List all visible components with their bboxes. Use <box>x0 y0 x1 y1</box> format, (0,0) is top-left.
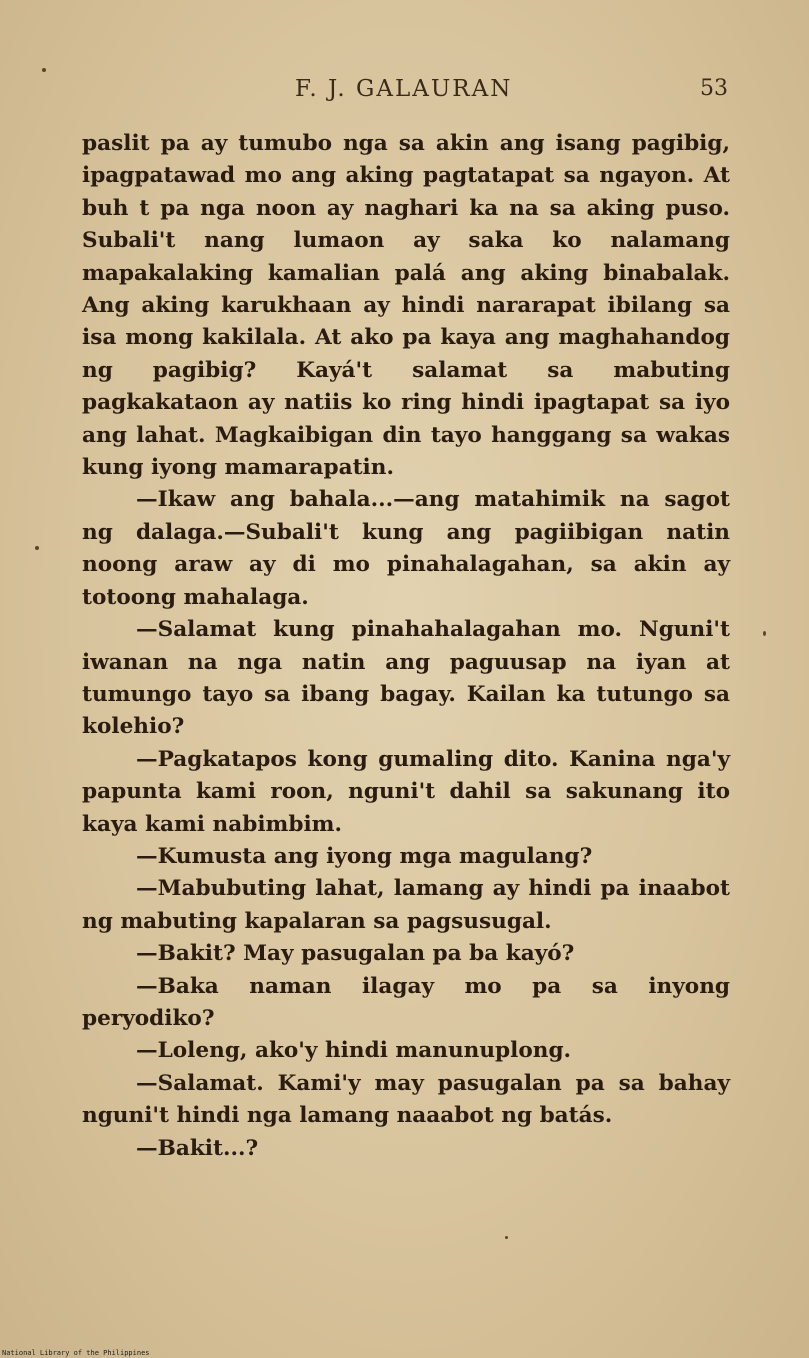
paragraph-1: paslit pa ay tumubo nga sa akin ang isang pagibig, ipagpatawad mo ang aking pagtatapat sa ngayon. At buh t pa nga noon ay naghari ka na sa aking puso. Subali't nang lumaon ay saka ko nalamang mapakalaking kamalian palá ang aking binabalak. Ang aking karukhaan ay hindi nararapat ibilang sa isa mong kakilala. At ako pa kaya ang maghahandog ng pagibig? Kayá't salamat sa mabuting pagkakataon ay natiis ko ring hindi ipagtapat sa iyo ang lahat. Magkaibigan din tayo hanggang sa wakas kung iyong mamarapatin. <box>82 131 730 481</box>
library-credit: National Library of the Philippines <box>2 1349 150 1357</box>
paragraph-8: —Baka naman ilagay mo pa sa inyong peryodiko? <box>82 973 730 1031</box>
page-number: 53 <box>700 76 728 101</box>
paragraph-9: —Loleng, ako'y hindi manunuplong. <box>136 1038 572 1064</box>
running-title: F. J. GALAURAN <box>295 76 513 102</box>
paragraph-5: —Kumusta ang iyong mga magulang? <box>136 843 593 869</box>
paper-speck <box>505 1236 508 1239</box>
paper-speck <box>42 68 46 72</box>
paper-speck <box>763 631 766 636</box>
paragraph-6: —Mabubuting lahat, lamang ay hindi pa inaabot ng mabuting kapalaran sa pagsusugal. <box>82 876 730 934</box>
paragraph-3: —Salamat kung pinahahalagahan mo. Nguni't iwanan na nga natin ang paguusap na iyan at tumungo tayo sa ibang bagay. Kailan ka tutungo sa kolehio? <box>82 617 730 740</box>
body-text <box>82 128 730 1165</box>
paper-speck <box>35 546 39 550</box>
paragraph-2: —Ikaw ang bahala...—ang matahimik na sagot ng dalaga.—Subali't kung ang pagiibigan natin noong araw ay di mo pinahalagahan, sa akin ay totoong mahalaga. <box>82 487 730 610</box>
paragraph-7: —Bakit? May pasugalan pa ba kayó? <box>136 941 575 967</box>
paragraph-4: —Pagkatapos kong gumaling dito. Kanina nga'y papunta kami roon, nguni't dahil sa sakunang ito kaya kami nabimbim. <box>82 746 730 837</box>
paragraph-10: —Salamat. Kami'y may pasugalan pa sa bahay nguni't hindi nga lamang naaabot ng batás. <box>82 1070 730 1129</box>
page-header <box>0 76 809 108</box>
paragraph-11: —Bakit...? <box>136 1135 259 1161</box>
